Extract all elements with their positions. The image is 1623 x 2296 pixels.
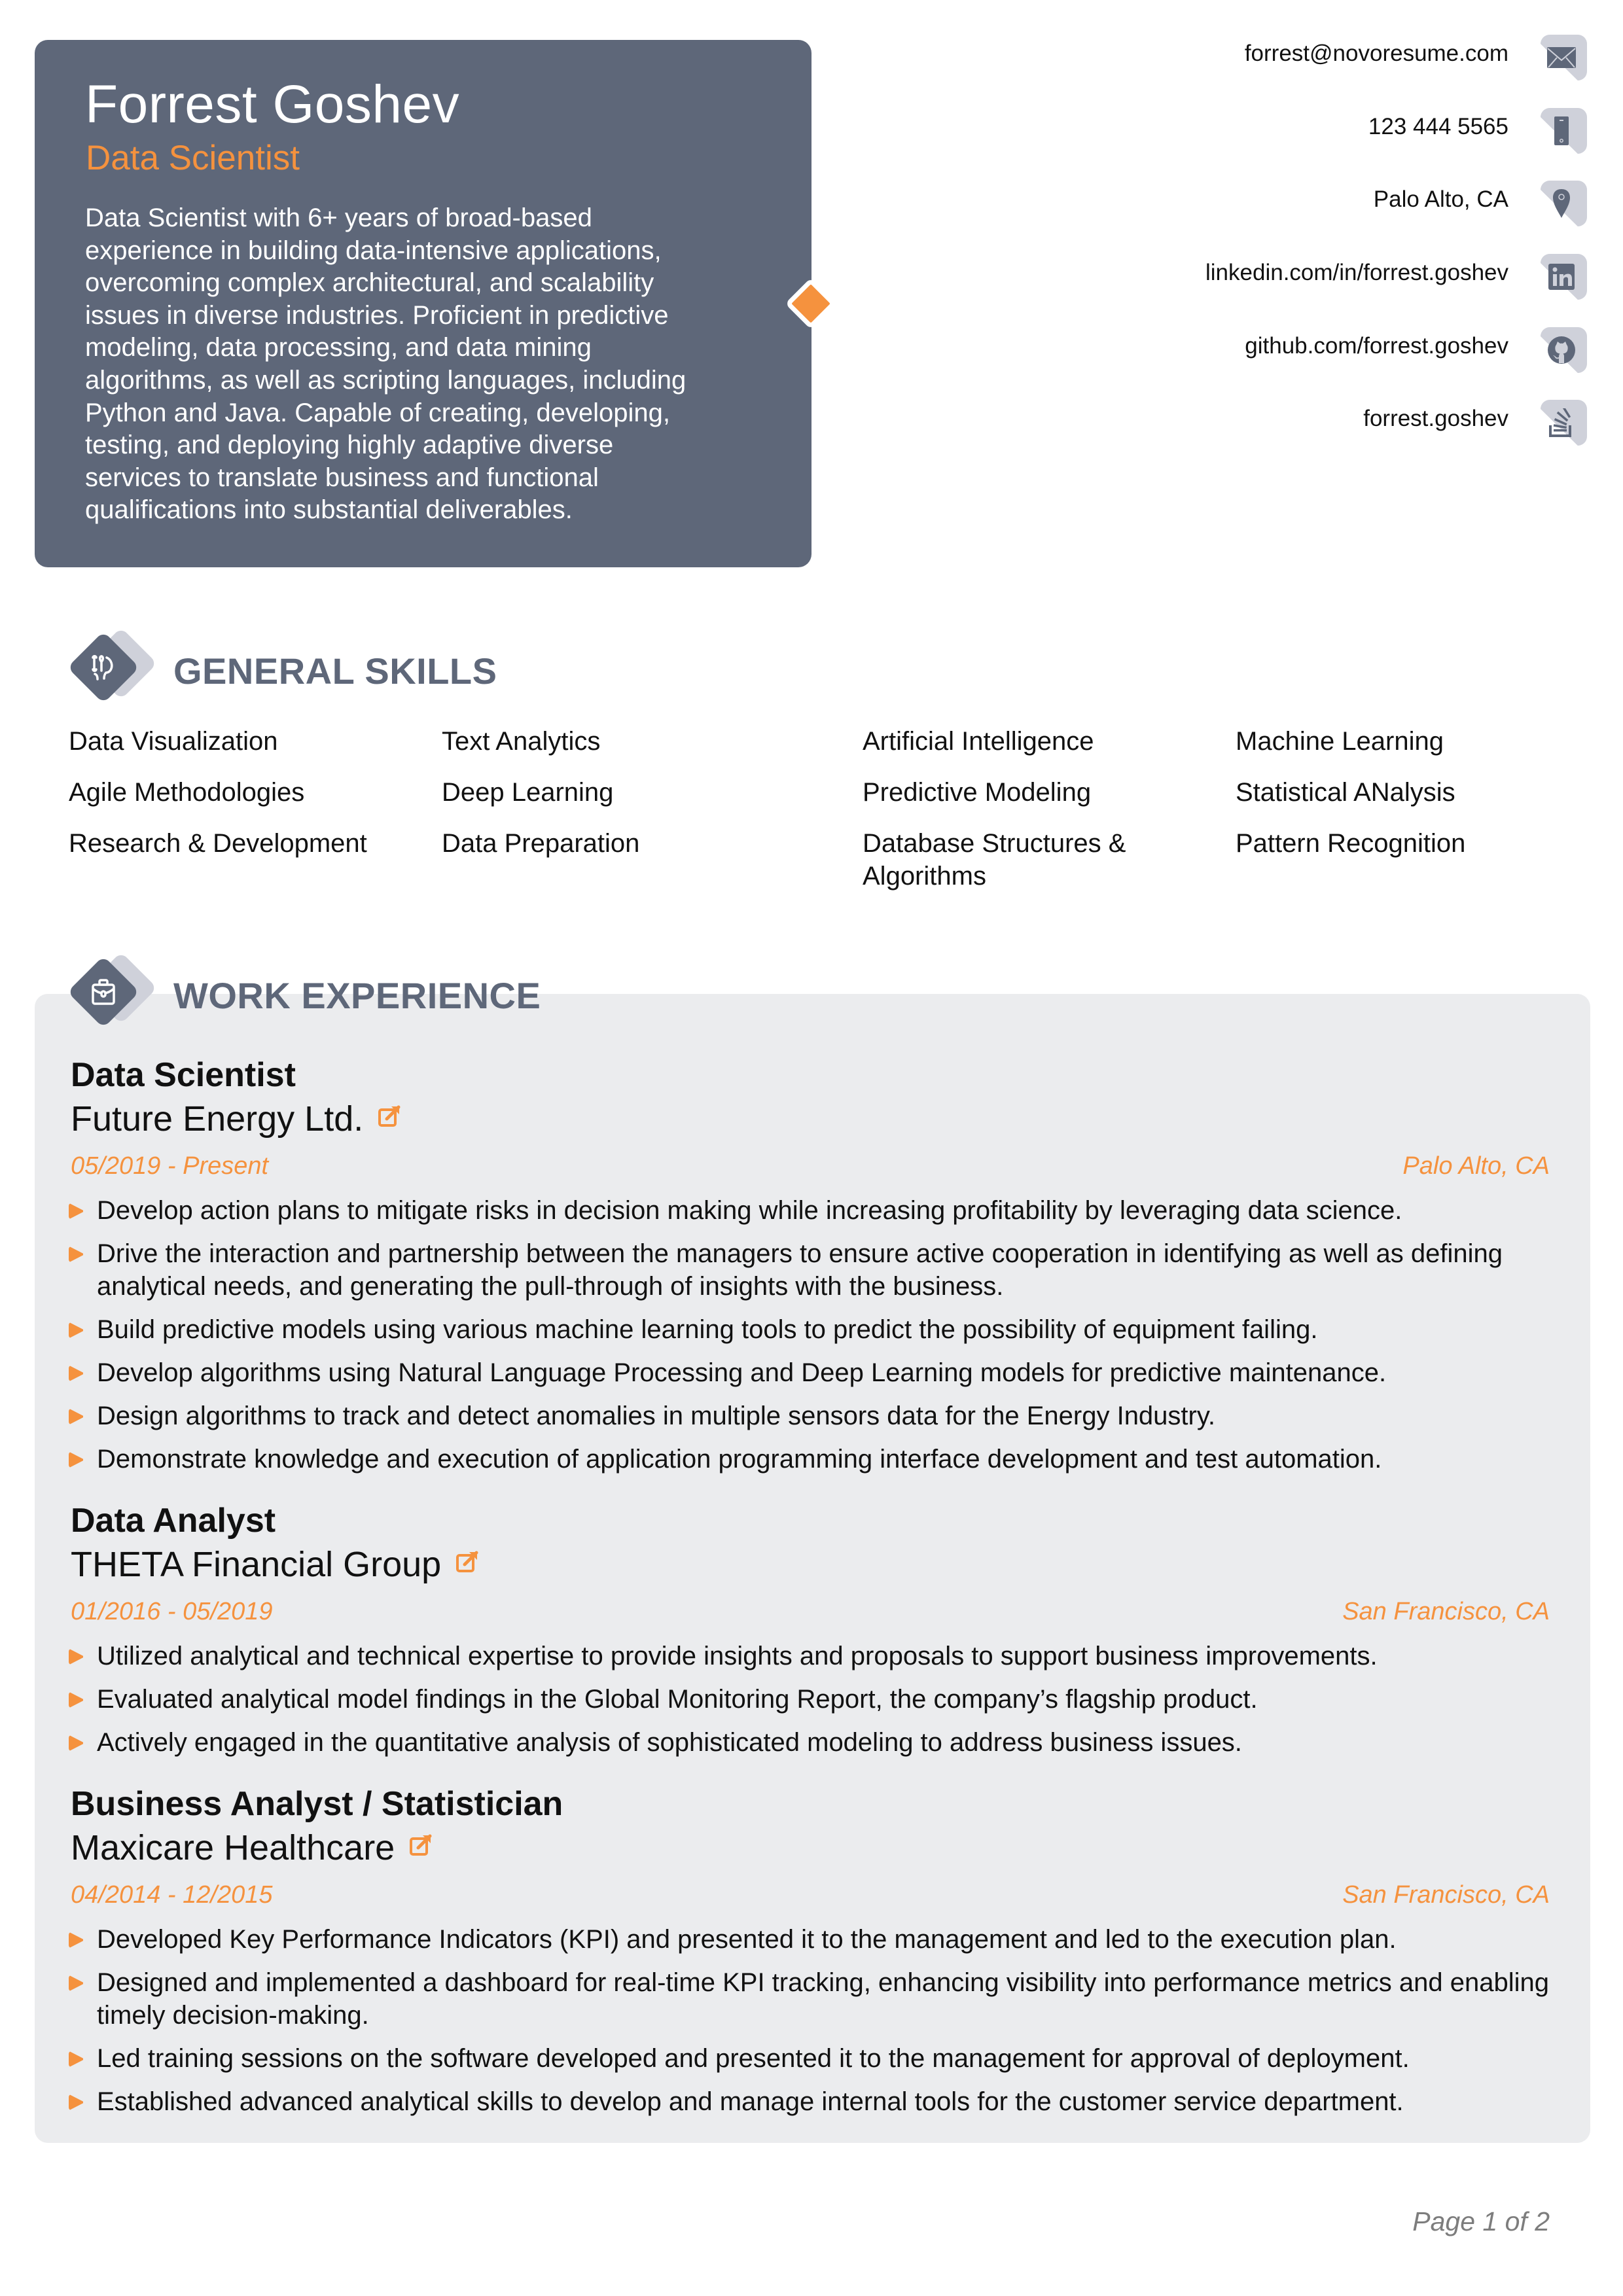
- company-name: Future Energy Ltd.: [71, 1099, 364, 1139]
- bullet-text: Utilized analytical and technical expertise to provide insights and proposals to support business improvements.: [97, 1642, 1378, 1670]
- bullet-triangle-icon: [69, 1322, 83, 1338]
- briefcase-icon: [86, 974, 121, 1010]
- linkedin-icon: [1546, 262, 1577, 291]
- skill-item: Agile Methodologies: [69, 778, 305, 807]
- job-dates: 04/2014 - 12/2015: [71, 1881, 273, 1909]
- job-location: San Francisco, CA: [1342, 1881, 1550, 1909]
- job-bullets: [71, 1194, 1576, 1486]
- contact-phone[interactable]: [982, 105, 1597, 152]
- bullet-triangle-icon: [69, 2051, 83, 2067]
- work-experience-panel: [35, 994, 1590, 2143]
- summary-line: overcoming complex architectural, and scalability: [85, 268, 654, 298]
- summary-line: experience in building data-intensive applications,: [85, 236, 662, 265]
- bullet-item: [71, 1400, 1576, 1432]
- contact-location-text: Palo Alto, CA: [1373, 186, 1508, 212]
- external-link-icon[interactable]: [455, 1550, 479, 1574]
- skill-item: Statistical ANalysis: [1236, 778, 1455, 807]
- contact-email-text[interactable]: forrest@novoresume.com: [1244, 41, 1508, 66]
- skill-item: Machine Learning: [1236, 727, 1444, 756]
- skill-item: Pattern Recognition: [1236, 829, 1466, 858]
- contact-github-text[interactable]: github.com/forrest.goshev: [1245, 333, 1508, 359]
- bullet-text: Develop algorithms using Natural Language Processing and Deep Learning models for predictive maintenance.: [97, 1358, 1387, 1387]
- phone-icon: [1546, 116, 1577, 145]
- contact-phone-text[interactable]: 123 444 5565: [1368, 114, 1508, 139]
- bullet-item: [71, 1237, 1576, 1303]
- summary-line: algorithms, as well as scripting languages, including: [85, 365, 687, 395]
- bullet-text: Developed Key Performance Indicators (KPI) and presented it to the management and led to the execution plan.: [97, 1925, 1397, 1954]
- bullet-triangle-icon: [69, 1735, 83, 1751]
- job-company: [71, 1544, 479, 1585]
- bullet-text: Actively engaged in the quantitative analysis of sophisticated modeling to address business issues.: [97, 1728, 1242, 1757]
- bullet-text: Develop action plans to mitigate risks in decision making while increasing profitability by leveraging data science.: [97, 1196, 1402, 1225]
- contact-stackoverflow[interactable]: [982, 397, 1597, 444]
- github-icon: [1546, 336, 1577, 364]
- bullet-text: Drive the interaction and partnership between the managers to ensure active cooperation in identifying as well as defining analytical needs, and generating the pull-through of insights with the business.: [97, 1239, 1503, 1301]
- candidate-name: Forrest Goshev: [85, 75, 460, 134]
- company-name: Maxicare Healthcare: [71, 1828, 395, 1867]
- envelope-icon: [1546, 43, 1577, 72]
- bullet-text: Demonstrate knowledge and execution of application programming interface development and test automation.: [97, 1445, 1382, 1474]
- skill-item: Predictive Modeling: [863, 778, 1092, 807]
- bullet-item: [71, 2042, 1576, 2075]
- job-dates: 01/2016 - 05/2019: [71, 1598, 273, 1625]
- contact-stackoverflow-text[interactable]: forrest.goshev: [1363, 406, 1508, 431]
- bullet-triangle-icon: [69, 1452, 83, 1468]
- bullet-triangle-icon: [69, 1366, 83, 1381]
- bullet-item: [71, 1966, 1576, 2032]
- summary-line: qualifications into substantial deliverables.: [85, 495, 573, 525]
- contact-linkedin-text[interactable]: linkedin.com/in/forrest.goshev: [1205, 260, 1508, 285]
- summary-line: Data Scientist with 6+ years of broad-based: [85, 203, 592, 232]
- bullet-item: [71, 1683, 1576, 1716]
- summary-line: modeling, data processing, and data mining: [85, 333, 592, 362]
- external-link-icon[interactable]: [378, 1104, 401, 1128]
- job-title: Data Scientist: [71, 1056, 296, 1094]
- job-title: Business Analyst / Statistician: [71, 1785, 563, 1823]
- contact-github[interactable]: [982, 324, 1597, 371]
- bullet-item: [71, 2085, 1576, 2118]
- job-company: [71, 1828, 433, 1868]
- bullet-triangle-icon: [69, 2094, 83, 2110]
- summary-line: issues in diverse industries. Proficient in predictive: [85, 300, 669, 330]
- bullet-item: [71, 1726, 1576, 1759]
- bullet-text: Led training sessions on the software developed and presented it to the management for approval of deployment.: [97, 2044, 1410, 2073]
- map-pin-icon: [1546, 189, 1577, 218]
- bullet-triangle-icon: [69, 1649, 83, 1665]
- job-company: [71, 1099, 401, 1139]
- job-bullets: [71, 1640, 1576, 1769]
- skill-item: Research & Development: [69, 829, 367, 858]
- summary-line: Python and Java. Capable of creating, developing,: [85, 398, 670, 427]
- skill-item: Data Preparation: [442, 829, 640, 858]
- bullet-triangle-icon: [69, 1409, 83, 1424]
- professional-summary: [85, 202, 779, 527]
- bullet-text: Build predictive models using various machine learning tools to predict the possibility of equipment failing.: [97, 1315, 1318, 1344]
- skill-item: Deep Learning: [442, 778, 614, 807]
- job-bullets: [71, 1923, 1576, 2128]
- job-location: Palo Alto, CA: [1402, 1152, 1550, 1180]
- stackoverflow-icon: [1546, 408, 1577, 437]
- header-summary-card: [35, 40, 812, 567]
- bullet-item: [71, 1923, 1576, 1956]
- skills-head-tools-icon: [86, 650, 121, 685]
- bullet-triangle-icon: [69, 1203, 83, 1219]
- company-name: THETA Financial Group: [71, 1545, 442, 1584]
- skill-item: Database Structures & Algorithms: [863, 829, 1126, 891]
- skill-item: Data Visualization: [69, 727, 278, 756]
- job-title: Data Analyst: [71, 1502, 276, 1540]
- bullet-text: Evaluated analytical model findings in the Global Monitoring Report, the company’s flagship product.: [97, 1685, 1258, 1714]
- summary-line: services to translate business and functional: [85, 463, 599, 492]
- section-title: WORK EXPERIENCE: [173, 975, 541, 1016]
- bullet-triangle-icon: [69, 1692, 83, 1708]
- candidate-role: Data Scientist: [86, 139, 300, 177]
- bullet-item: [71, 1194, 1576, 1227]
- bullet-text: Design algorithms to track and detect anomalies in multiple sensors data for the Energy Industry.: [97, 1402, 1216, 1430]
- summary-line: testing, and deploying highly adaptive diverse: [85, 431, 614, 460]
- bullet-text: Established advanced analytical skills to develop and manage internal tools for the customer service department.: [97, 2087, 1404, 2116]
- bullet-item: [71, 1443, 1576, 1475]
- bullet-triangle-icon: [69, 1975, 83, 1991]
- section-title: GENERAL SKILLS: [173, 650, 497, 692]
- bullet-item: [71, 1356, 1576, 1389]
- job-dates: 05/2019 - Present: [71, 1152, 269, 1180]
- bullet-item: [71, 1313, 1576, 1346]
- contact-linkedin[interactable]: [982, 251, 1597, 298]
- bullet-triangle-icon: [69, 1246, 83, 1262]
- contact-location: [982, 177, 1597, 224]
- external-link-icon[interactable]: [409, 1833, 433, 1857]
- job-location: San Francisco, CA: [1342, 1598, 1550, 1625]
- skill-item: Text Analytics: [442, 727, 601, 756]
- bullet-item: [71, 1640, 1576, 1672]
- contact-email[interactable]: [982, 31, 1597, 79]
- bullet-triangle-icon: [69, 1932, 83, 1948]
- bullet-text: Designed and implemented a dashboard for real-time KPI tracking, enhancing visibility into performance metrics and enabling timely decision-making.: [97, 1968, 1549, 2030]
- page-number: Page 1 of 2: [1412, 2206, 1550, 2236]
- skill-item: Artificial Intelligence: [863, 727, 1094, 756]
